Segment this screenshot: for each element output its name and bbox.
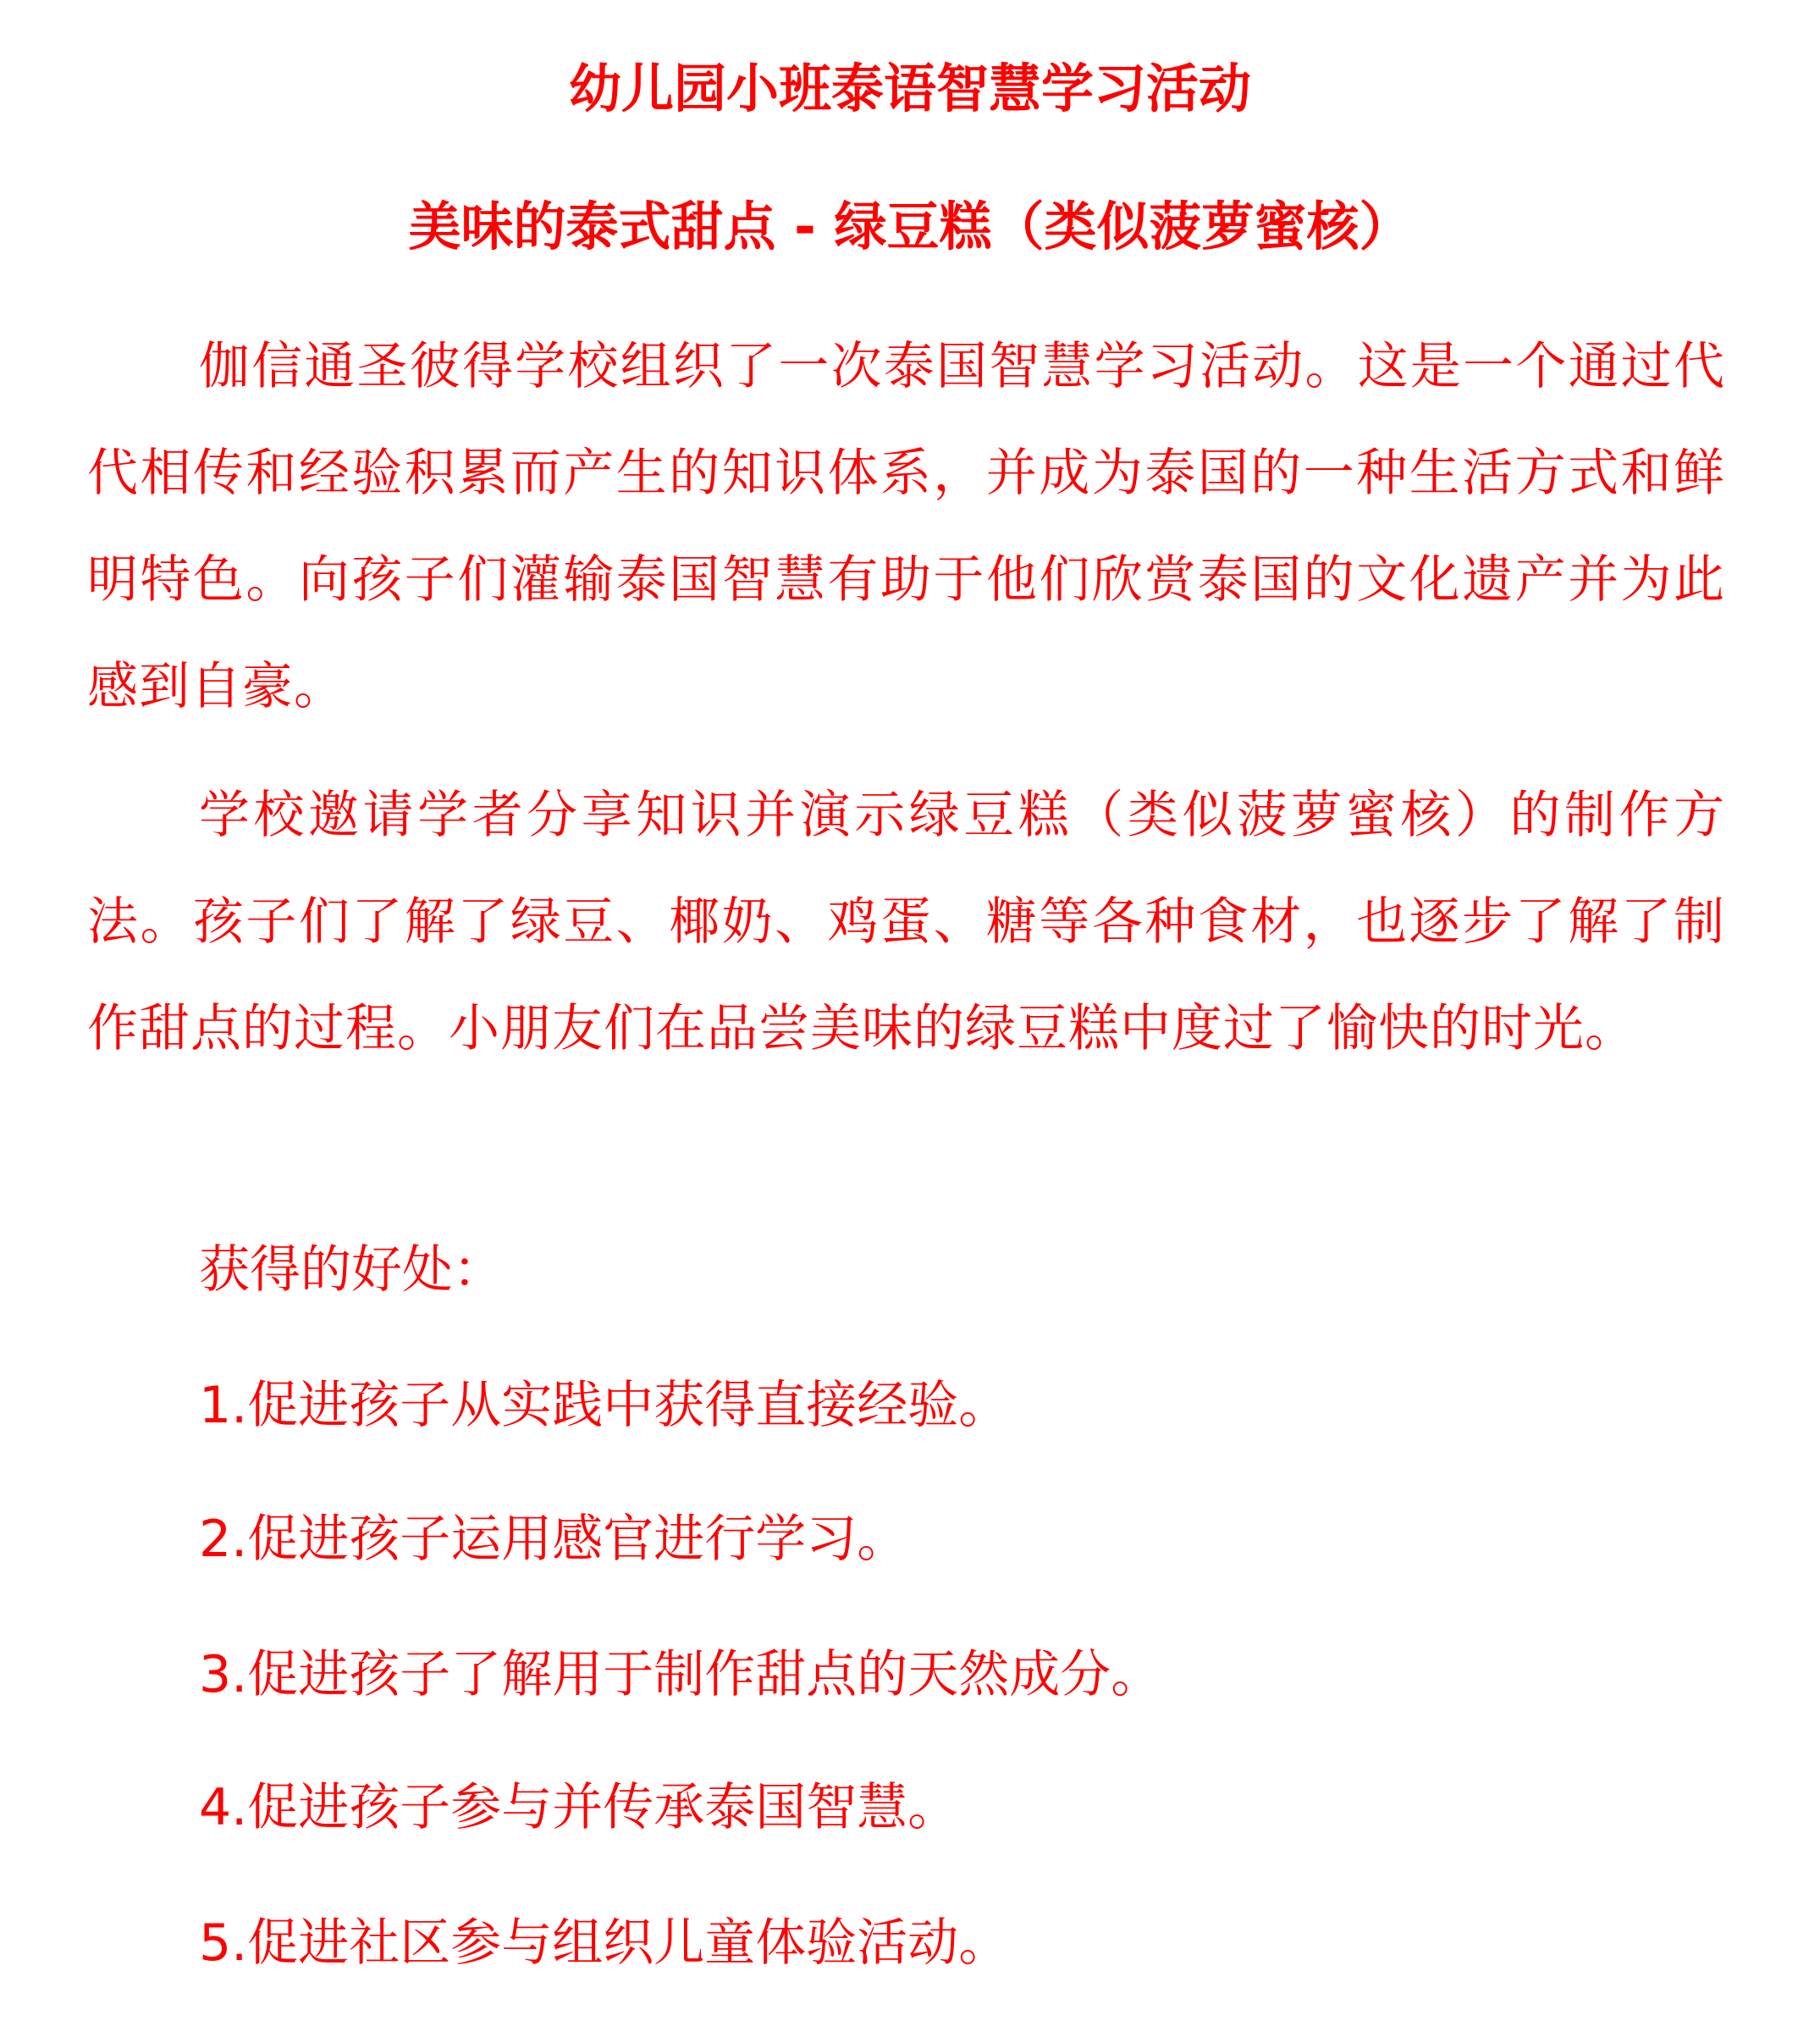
benefit-item: 5.促进社区参与组织儿童体验活动。 — [199, 1913, 1010, 1973]
document-title: 幼儿园小班泰语智慧学习活动 — [568, 58, 1251, 119]
benefit-item: 2.促进孩子运用感官进行学习。 — [199, 1510, 908, 1569]
benefit-item: 3.促进孩子了解用于制作甜点的天然成分。 — [199, 1645, 1162, 1704]
document-subtitle: 美味的泰式甜点 - 绿豆糕（类似菠萝蜜核） — [408, 196, 1412, 257]
benefit-item: 4.促进孩子参与并传承泰国智慧。 — [199, 1778, 959, 1837]
intro-paragraph: 伽信通圣彼得学校组织了一次泰国智慧学习活动。这是一个通过代代相传和经验积累而产生的知识体系，并成为泰国的一种生活方式和鲜明特色。向孩子们灌输泰国智慧有助于他们欣赏泰国的文化遗产并为此感到自豪。 — [87, 337, 1725, 716]
activity-paragraph: 学校邀请学者分享知识并演示绿豆糕（类似菠萝蜜核）的制作方法。孩子们了解了绿豆、椰奶、鸡蛋、糖等各种食材，也逐步了解了制作甜点的过程。小朋友们在品尝美味的绿豆糕中度过了愉快的时光。 — [87, 786, 1725, 1058]
benefit-item: 1.促进孩子从实践中获得直接经验。 — [199, 1376, 1010, 1435]
benefits-heading: 获得的好处： — [199, 1240, 504, 1300]
